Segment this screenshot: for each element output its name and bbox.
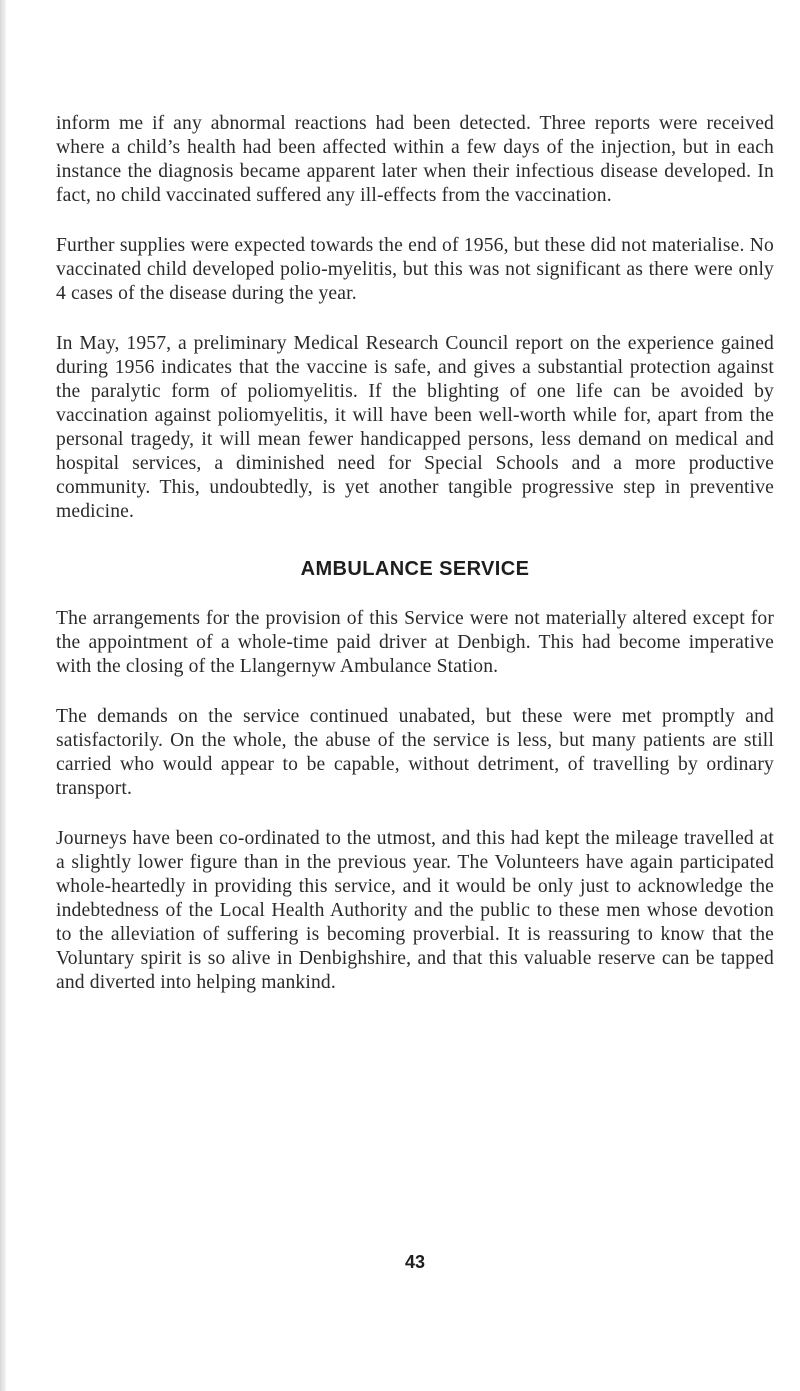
paragraph-further-supplies: Further supplies were expected towards the end of 1956, but these did not materialise. No vaccinated child developed polio-myelitis, but this was not significant as there were only 4 cases of the disease during the year. — [56, 235, 774, 304]
paragraph-demands: The demands on the service continued unabated, but these were met promptly and satisfactorily. On the whole, the abuse of the service is less, but many patients are still carried who would appear to be capable, without detriment, of travelling by ordinary transport. — [56, 706, 774, 799]
section-heading-ambulance-service: AMBULANCE SERVICE — [300, 558, 530, 580]
paragraph-mrc-report: In May, 1957, a preliminary Medical Research Council report on the experience gained during 1956 indicates that the vaccine is safe, and gives a substantial protection against the paralytic form of poliomyelitis. If the blighting of one life can be avoided by vaccination against poliomyelitis, it will have been well-worth while for, apart from the personal tragedy, it will mean fewer handicapped persons, less demand on medical and hospital services, a diminished need for Special Schools and a more productive community. This, undoubtedly, is yet another tangible progressive step in preventive medicine. — [56, 333, 774, 522]
paragraph-journeys: Journeys have been co-ordinated to the utmost, and this had kept the mileage travelled at a slightly lower figure than in the previous year. The Volunteers have again participated whole-heartedly in providing this service, and it would be only just to acknowledge the indebtedness of the Local Health Authority and the public to these men whose devotion to the alleviation of suffering is becoming proverbial. It is reassuring to know that the Voluntary spirit is so alive in Denbighshire, and that this valuable reserve can be tapped and diverted into helping mankind. — [56, 828, 774, 993]
paragraph-arrangements: The arrangements for the provision of this Service were not materially altered except for the appointment of a whole-time paid driver at Denbigh. This had become imperative with the closing of the Llangernyw Ambulance Station. — [56, 608, 774, 677]
document-page — [56, 112, 774, 1272]
page-left-edge-shadow — [0, 0, 6, 1391]
page-number: 43 — [404, 1252, 426, 1272]
paragraph-vaccine-reactions: inform me if any abnormal reactions had been detected. Three reports were received where a child’s health had been affected within a few days of the injection, but in each instance the diagnosis became apparent later when their infectious disease developed. In fact, no child vaccinated suffered any ill-effects from the vaccination. — [56, 113, 774, 206]
